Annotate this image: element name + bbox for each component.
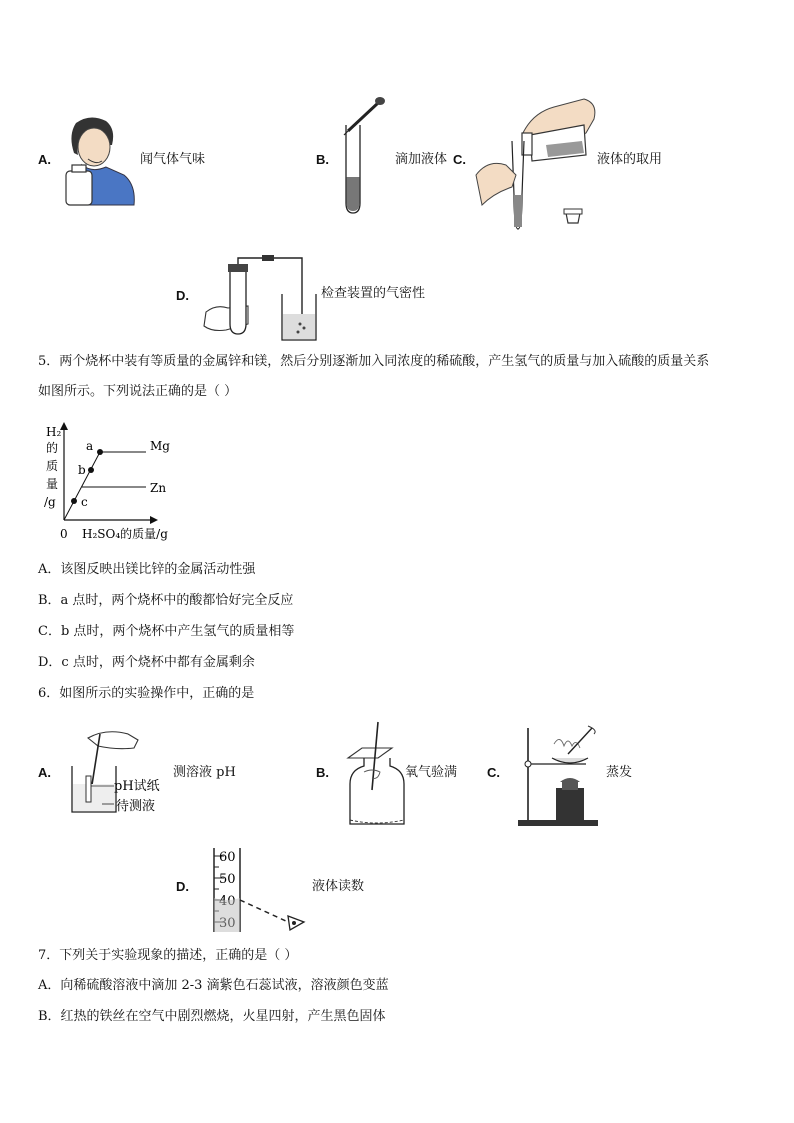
q6-option-a-label: A. [38, 765, 51, 780]
graph-y-label-1: H₂ [46, 425, 62, 439]
q6-option-b-label: B. [316, 765, 329, 780]
q7-option-b: B．红热的铁丝在空气中剧烈燃烧，火星四射，产生黑色固体 [38, 1009, 386, 1024]
q6-option-b-text: 氧气验满 [405, 765, 458, 780]
graph-x-label: H₂SO₄的质量/g [82, 527, 168, 541]
hydrogen-mass-graph [38, 420, 198, 545]
q5-stem-line-1: 5．两个烧杯中装有等质量的金属锌和镁，然后分别逐渐加入同浓度的稀硫酸，产生氢气的质量与加入硫酸的质量关系 [38, 354, 710, 369]
ph-paper-tag: pH试纸 [114, 779, 160, 794]
airtightness-check-illustration [198, 252, 322, 344]
graph-point-c-label: c [81, 495, 88, 509]
graph-y-label-5: /g [44, 495, 56, 509]
q6-option-d-label: D. [176, 879, 189, 894]
graph-y-label-3: 质 [46, 459, 59, 473]
graph-point-c [71, 498, 77, 504]
q6-option-c-text: 蒸发 [606, 765, 633, 780]
graph-point-a-label: a [86, 439, 94, 453]
graph-y-label-2: 的 [46, 441, 59, 455]
q4-option-a-label: A. [38, 152, 51, 167]
q5-option-b: B．a 点时，两个烧杯中的酸都恰好完全反应 [38, 593, 294, 608]
q4-option-a-text: 闻气体气味 [140, 152, 206, 167]
graph-point-b-label: b [78, 463, 86, 477]
graph-point-a [97, 449, 103, 455]
q5-option-a: A．该图反映出镁比锌的金属活动性强 [38, 562, 256, 577]
scale-mark-50: 50 [219, 872, 236, 887]
q6-option-c-label: C. [487, 765, 500, 780]
graph-origin-label: 0 [60, 527, 68, 541]
graph-y-label-4: 量 [46, 477, 59, 491]
q5-option-d: D．c 点时，两个烧杯中都有金属剩余 [38, 655, 255, 670]
q5-option-c: C．b 点时，两个烧杯中产生氢气的质量相等 [38, 624, 295, 639]
q6-option-a-text: 测溶液 pH [173, 765, 236, 780]
ph-test-illustration [66, 726, 176, 820]
smell-gas-illustration [62, 115, 142, 210]
q5-stem-line-2: 如图所示。下列说法正确的是（ ） [38, 384, 238, 399]
q4-option-d-label: D. [176, 288, 189, 303]
q6-stem: 6．如图所示的实验操作中，正确的是 [38, 686, 255, 701]
oxygen-check-illustration [344, 720, 410, 828]
q4-option-c-text: 液体的取用 [597, 152, 663, 167]
graph-point-b [88, 467, 94, 473]
q7-stem: 7．下列关于实验现象的描述，正确的是（ ） [38, 948, 298, 963]
graph-series-mg-label: Mg [150, 439, 170, 453]
q4-option-b-label: B. [316, 152, 329, 167]
graph-series-zn-label: Zn [150, 481, 167, 495]
liquid-reading-illustration [208, 842, 312, 934]
pour-liquid-illustration [474, 95, 604, 233]
test-liquid-tag: 待测液 [116, 799, 156, 814]
scale-mark-60: 60 [219, 850, 236, 865]
q6-option-d-text: 液体读数 [312, 879, 365, 894]
evaporation-illustration [514, 724, 604, 828]
q4-option-d-text: 检查装置的气密性 [321, 286, 426, 301]
dropper-test-tube-illustration [336, 95, 396, 217]
q7-option-a: A．向稀硫酸溶液中滴加 2-3 滴紫色石蕊试液，溶液颜色变蓝 [38, 978, 389, 993]
q4-option-b-text: 滴加液体 [395, 152, 448, 167]
q4-option-c-label: C. [453, 152, 466, 167]
